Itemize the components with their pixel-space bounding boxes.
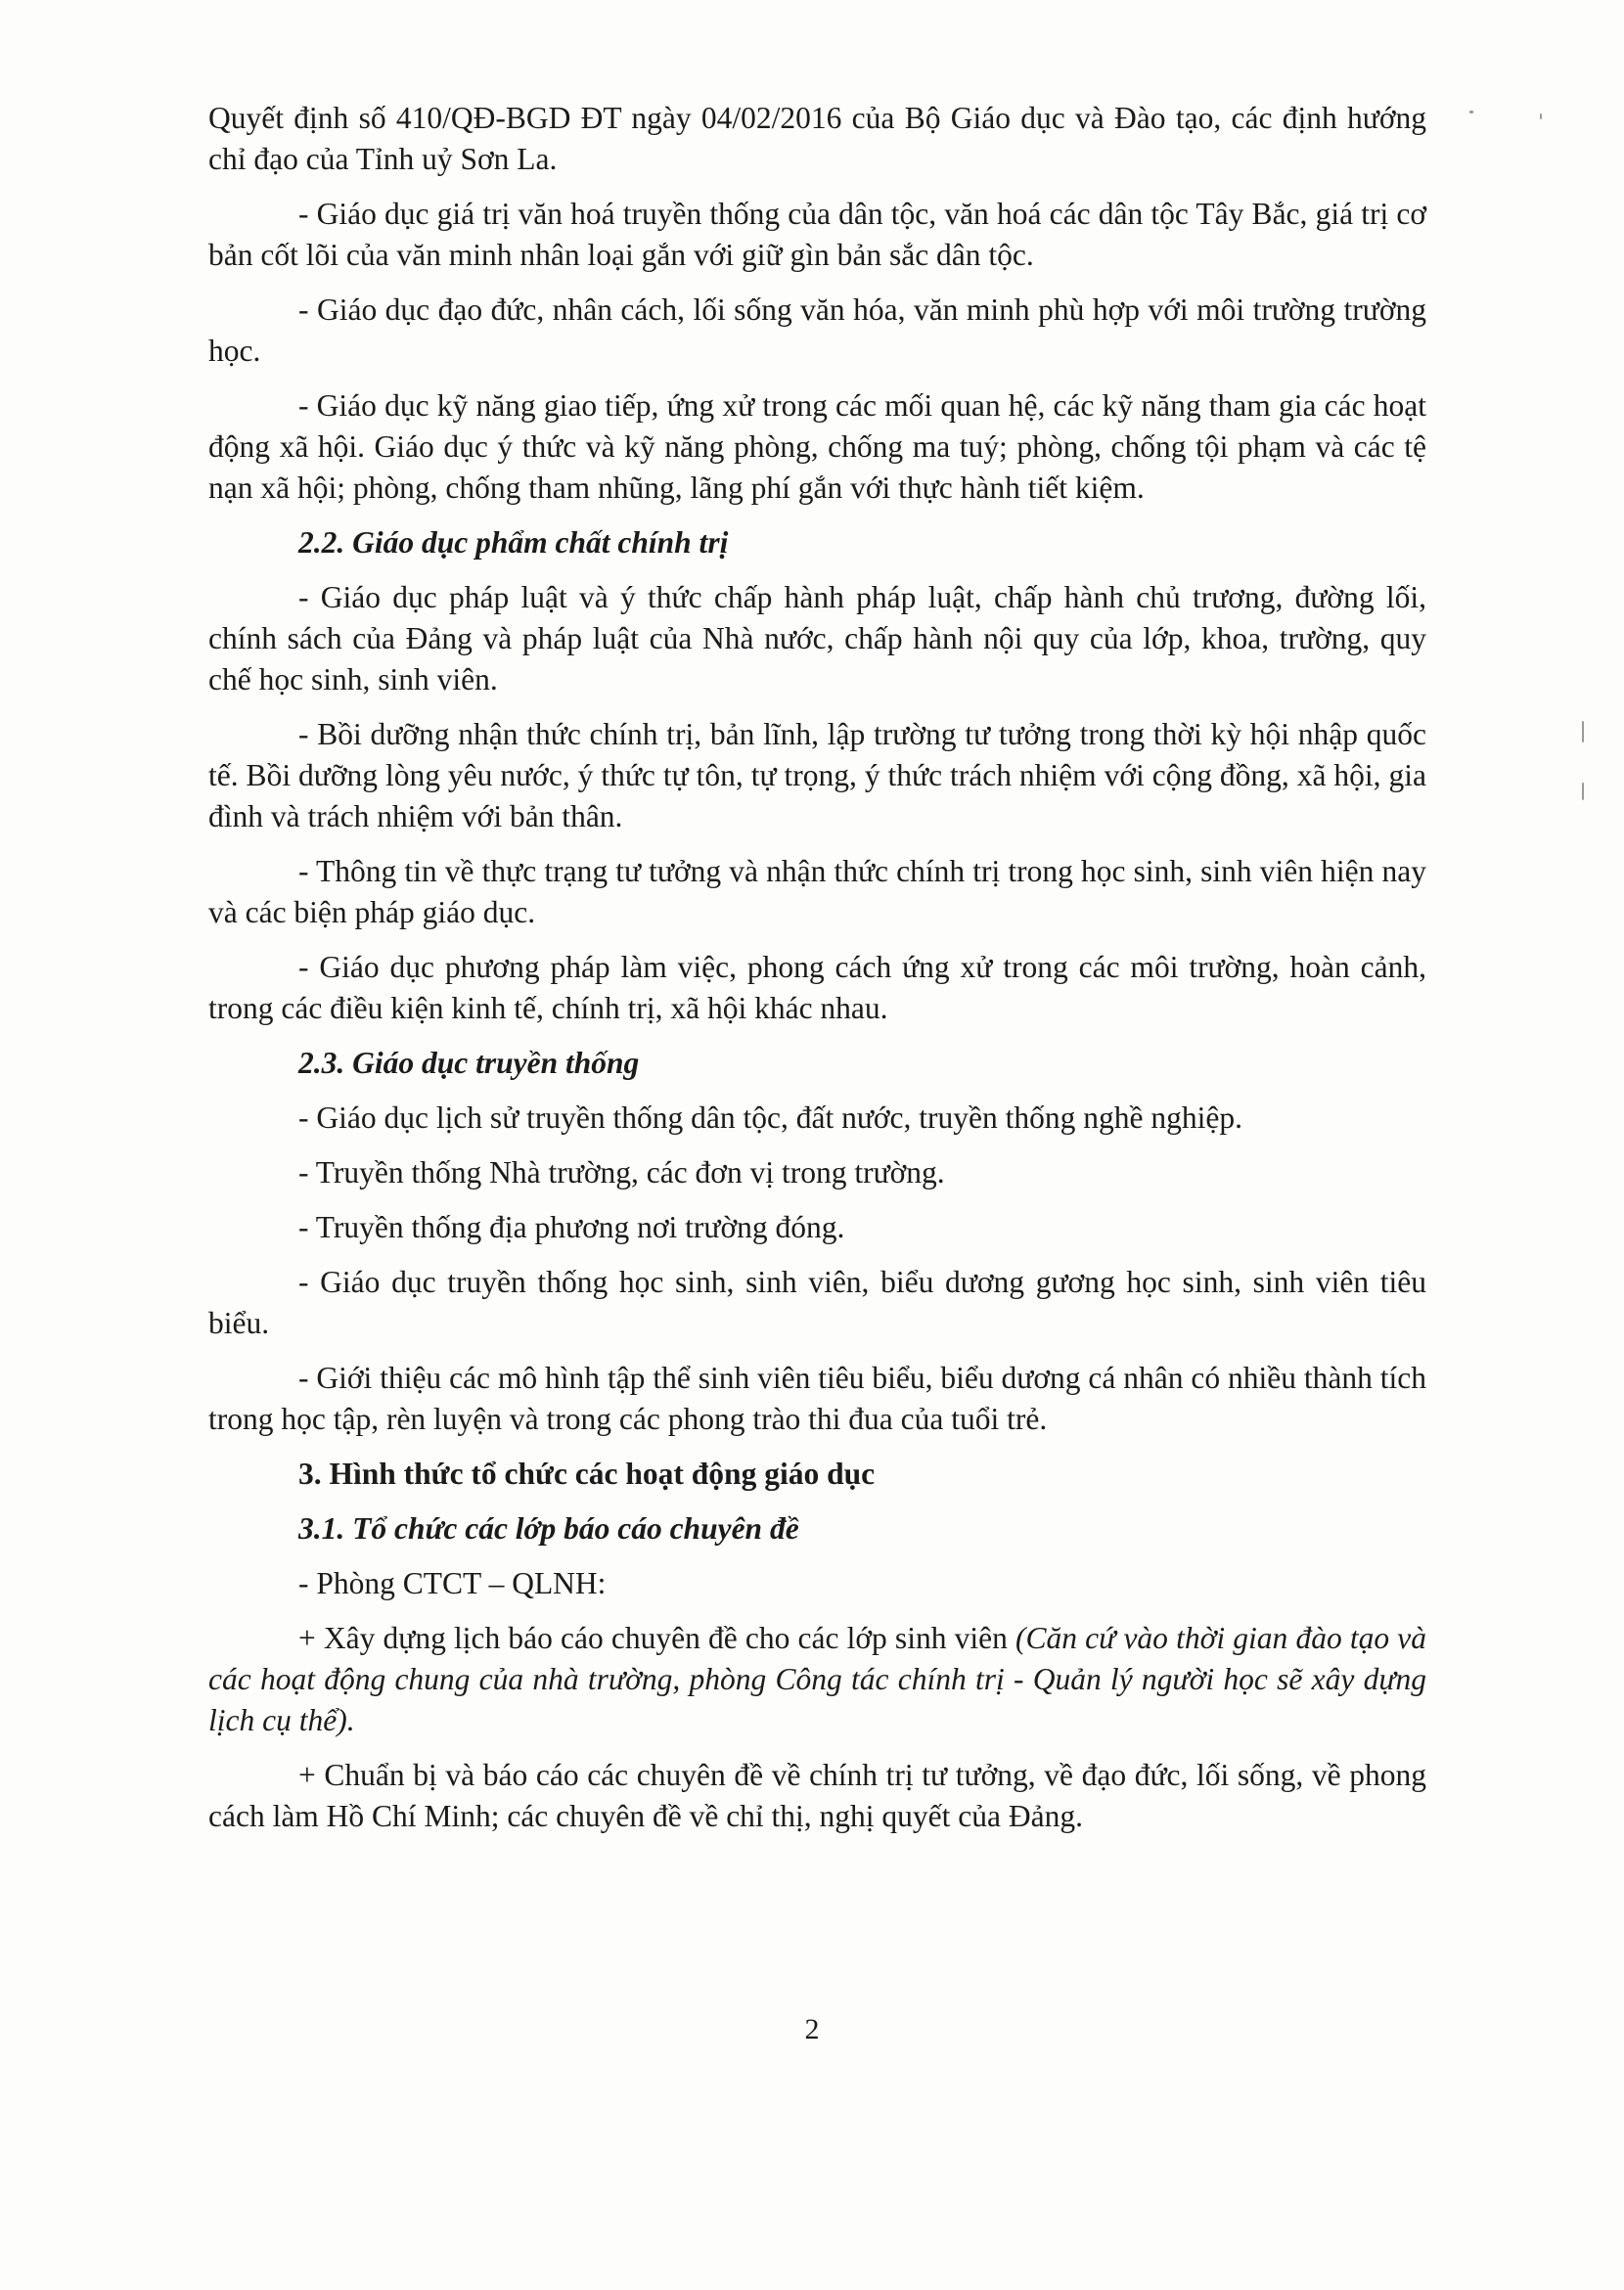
paragraph: - Giáo dục pháp luật và ý thức chấp hành pháp luật, chấp hành chủ trương, đường lối, chính sách của Đảng và pháp luật của Nhà nước, chấp hành nội quy của lớp, khoa, trường, quy chế học sinh, sinh viên. [208, 580, 1426, 696]
paragraph-italic-note: (Căn cứ vào thời gian đào tạo và các hoạt động chung của nhà trường, phòng Công tác chính trị - Quản lý người học sẽ xây dựng lịch cụ thể). [208, 1621, 1426, 1737]
paragraph: - Giáo dục kỹ năng giao tiếp, ứng xử trong các mối quan hệ, các kỹ năng tham gia các hoạt động xã hội. Giáo dục ý thức và kỹ năng phòng, chống ma tuý; phòng, chống tội phạm và các tệ nạn xã hội; phòng, chống tham nhũng, lãng phí gắn với thực hành tiết kiệm. [208, 388, 1426, 505]
paragraph: Quyết định số 410/QĐ-BGD ĐT ngày 04/02/2016 của Bộ Giáo dục và Đào tạo, các định hướng chỉ đạo của Tỉnh uỷ Sơn La. [208, 101, 1426, 176]
paragraph: - Truyền thống Nhà trường, các đơn vị trong trường. [298, 1155, 945, 1190]
paragraph: - Giới thiệu các mô hình tập thể sinh viên tiêu biểu, biểu dương cá nhân có nhiều thành tích trong học tập, rèn luyện và trong các phong trào thi đua của tuổi trẻ. [208, 1361, 1426, 1436]
paragraph: - Giáo dục truyền thống học sinh, sinh viên, biểu dương gương học sinh, sinh viên tiêu biểu. [208, 1265, 1426, 1340]
section-heading: 2.3. Giáo dục truyền thống [298, 1046, 640, 1080]
section-heading: 2.2. Giáo dục phẩm chất chính trị [298, 525, 729, 560]
page-number: 2 [804, 2013, 820, 2045]
paragraph: - Phòng CTCT – QLNH: [298, 1566, 607, 1600]
paragraph: - Bồi dưỡng nhận thức chính trị, bản lĩnh, lập trường tư tưởng trong thời kỳ hội nhập quốc tế. Bồi dưỡng lòng yêu nước, ý thức tự tôn, tự trọng, ý thức trách nhiệm với cộng đồng, xã hội, gia đình và trách nhiệm với bản thân. [208, 717, 1426, 833]
document-body [208, 98, 1426, 1851]
paragraph: - Giáo dục lịch sử truyền thống dân tộc, đất nước, truyền thống nghề nghiệp. [298, 1100, 1242, 1135]
scan-speck [1582, 721, 1584, 742]
section-heading: 3.1. Tổ chức các lớp báo cáo chuyên đề [298, 1511, 799, 1546]
scan-speck [1582, 783, 1584, 800]
paragraph: - Truyền thống địa phương nơi trường đóng. [298, 1210, 845, 1244]
scan-speck [1540, 113, 1542, 119]
paragraph: - Thông tin về thực trạng tư tưởng và nhận thức chính trị trong học sinh, sinh viên hiện nay và các biện pháp giáo dục. [208, 854, 1426, 929]
paragraph: - Giáo dục đạo đức, nhân cách, lối sống văn hóa, văn minh phù hợp với môi trường trường học. [208, 292, 1426, 368]
paragraph-lead-text: + Xây dựng lịch báo cáo chuyên đề cho các lớp sinh viên [298, 1621, 1015, 1655]
paragraph: - Giáo dục phương pháp làm việc, phong cách ứng xử trong các môi trường, hoàn cảnh, trong các điều kiện kinh tế, chính trị, xã hội khác nhau. [208, 950, 1426, 1025]
paragraph: - Giáo dục giá trị văn hoá truyền thống của dân tộc, văn hoá các dân tộc Tây Bắc, giá trị cơ bản cốt lõi của văn minh nhân loại gắn với giữ gìn bản sắc dân tộc. [208, 197, 1426, 272]
main-heading: 3. Hình thức tổ chức các hoạt động giáo dục [298, 1457, 876, 1491]
paragraph [208, 1618, 1426, 1741]
scan-speck [1469, 111, 1473, 113]
paragraph: + Chuẩn bị và báo cáo các chuyên đề về chính trị tư tưởng, về đạo đức, lối sống, về phong cách làm Hồ Chí Minh; các chuyên đề về chỉ thị, nghị quyết của Đảng. [208, 1758, 1426, 1833]
